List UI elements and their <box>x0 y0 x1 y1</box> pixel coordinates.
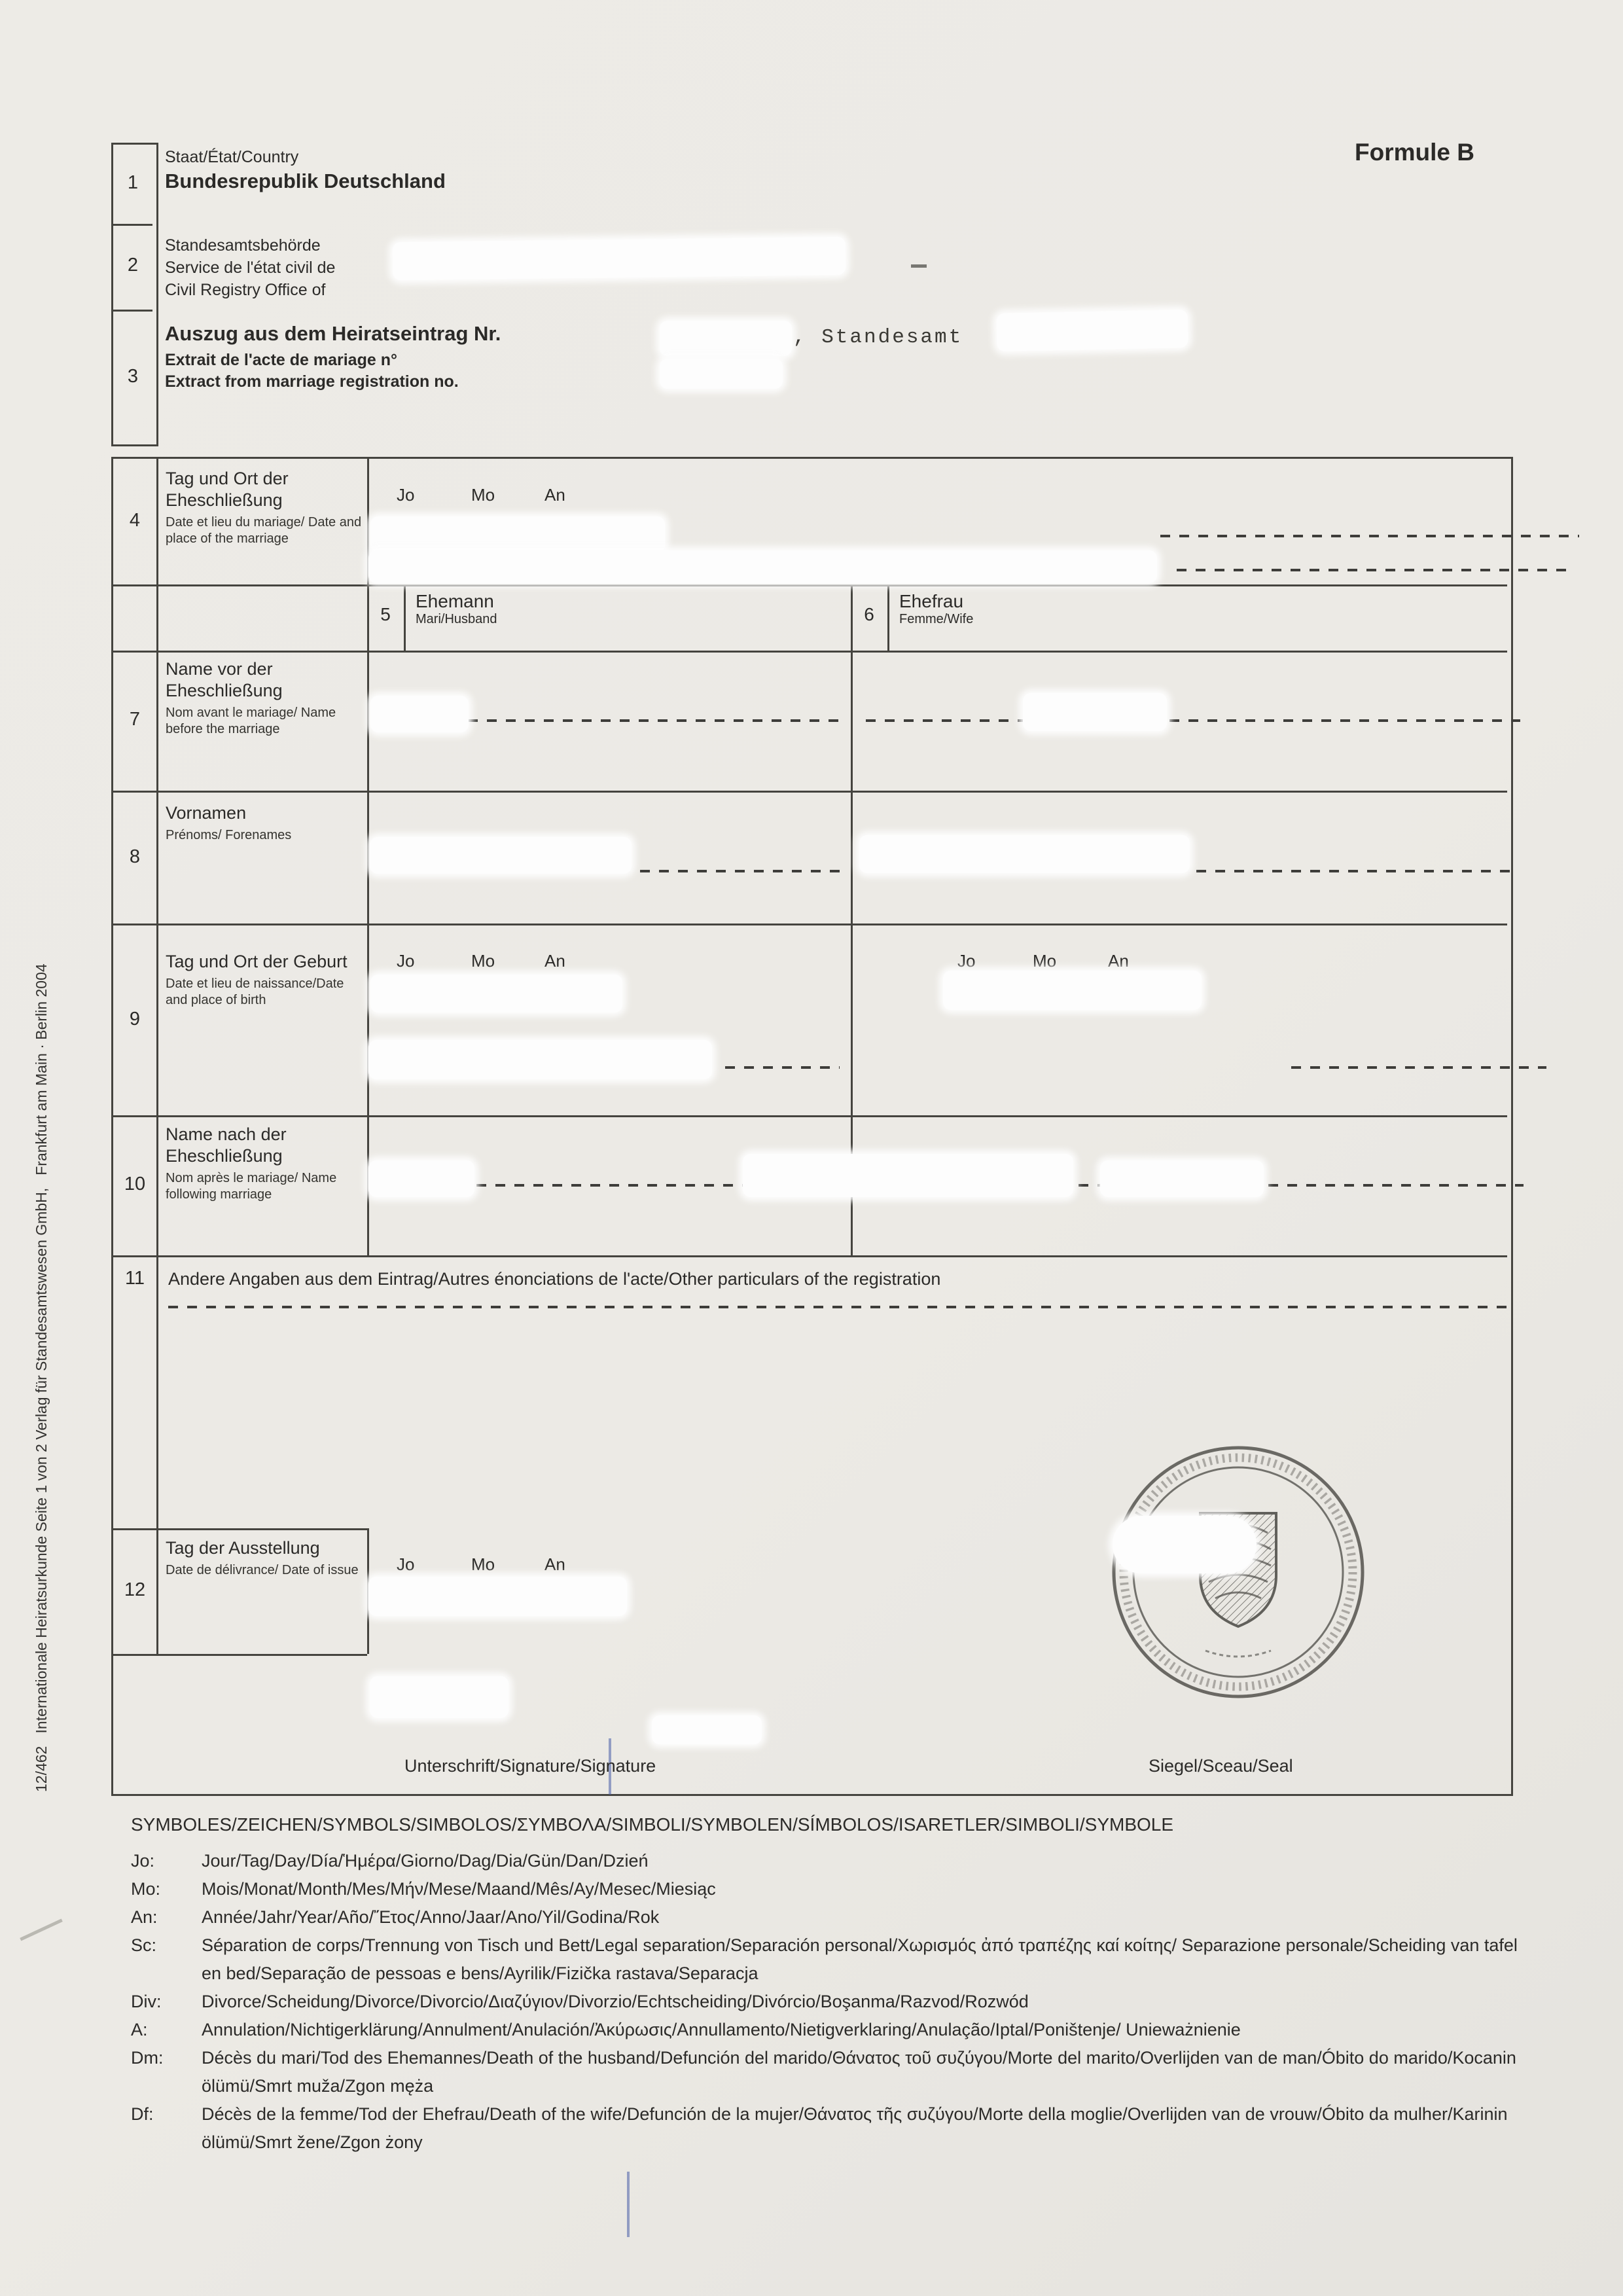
redaction <box>996 310 1188 351</box>
symbol-row-df <box>131 2100 1525 2157</box>
symbol-row-jo <box>131 1847 1525 1875</box>
field-number: 9 <box>129 1009 141 1030</box>
symbol-definition: Jour/Tag/Day/Día/Ἡμέρα/Giorno/Dag/Dia/Gün/Dan/Dzień <box>202 1851 649 1871</box>
fill-in-line <box>640 870 840 872</box>
field-number: 1 <box>127 172 139 193</box>
seal-label: Siegel/Sceau/Seal <box>1149 1756 1293 1776</box>
date-col-an: An <box>544 485 565 505</box>
field-1-country <box>165 148 446 193</box>
field-title: Name vor der Eheschließung <box>166 659 283 700</box>
field-4-marriage-date-place <box>166 468 362 547</box>
date-col-jo: Jo <box>957 951 976 971</box>
symbol-key: A: <box>131 2020 148 2039</box>
date-col-an: An <box>1108 951 1129 971</box>
field-title: Tag der Ausstellung <box>166 1538 320 1558</box>
grid-line <box>113 1115 1507 1117</box>
date-col-jo: Jo <box>397 951 415 971</box>
symbol-definition: Séparation de corps/Trennung von Tisch und Bett/Legal separation/Separación personal/Χωρισμός ἀπό τραπέζης καί κοίτης/ Separazione personale/Scheiding van tafel en bed/Separação de pessoas e bens/Ayrilik/Fizička rastava/Separacja <box>202 1935 1518 1983</box>
grid-line <box>113 791 1507 793</box>
grid-line <box>113 924 1507 925</box>
field-number: 4 <box>129 510 141 531</box>
fold-mark <box>20 1918 63 1941</box>
redaction <box>370 1676 508 1718</box>
symbols-legend <box>131 1814 1525 2157</box>
symbol-key: Df: <box>131 2104 154 2124</box>
symbol-key: Sc: <box>131 1935 157 1955</box>
symbol-definition: Année/Jahr/Year/Año/Ἔτος/Anno/Jaar/Ano/Yil/Godina/Rok <box>202 1907 660 1927</box>
symbol-row-mo <box>131 1875 1525 1903</box>
date-col-mo: Mo <box>471 485 495 505</box>
field-sub-label: Prénoms/ Forenames <box>166 828 292 842</box>
symbol-key: Mo: <box>131 1879 161 1899</box>
wife-column-header <box>899 591 973 627</box>
field-title: Tag und Ort der Geburt <box>166 952 348 971</box>
symbol-row-div <box>131 1988 1525 2016</box>
stray-mark <box>911 264 927 268</box>
grid-line <box>887 584 889 651</box>
field-title: Ehemann <box>416 591 494 611</box>
date-col-an: An <box>544 1554 565 1574</box>
redaction <box>368 550 1157 583</box>
field-2-registry-office <box>165 234 335 301</box>
grid-line <box>113 651 1507 653</box>
field-number: 5 <box>380 604 391 624</box>
date-col-an: An <box>544 951 565 971</box>
redaction <box>943 971 1202 1010</box>
symbol-row-an <box>131 1903 1525 1931</box>
symbol-row-dm <box>131 2044 1525 2100</box>
grid-line <box>404 584 406 651</box>
redaction <box>1023 693 1167 731</box>
date-col-jo: Jo <box>397 485 415 505</box>
redaction <box>368 1160 474 1197</box>
field-sub-label: Date et lieu de naissance/Date and place of birth <box>166 977 344 1007</box>
field-sub-label: Nom avant le mariage/ Name before the marriage <box>166 706 336 736</box>
symbol-definition: Annulation/Nichtigerklärung/Annulment/Anulación/Ἀκύρωσις/Annullamento/Nietigverklaring/Anulação/Iptal/Poništenje/ Unieważnienie <box>202 2020 1241 2039</box>
redaction <box>1113 1516 1257 1573</box>
symbol-definition: Décès du mari/Tod des Ehemannes/Death of the husband/Defunción del marido/Θάνατος τοῦ συζύγου/Morte del marito/Overlijden van de man/Óbito do marido/Kocanin ölümü/Smrt muža/Zgon męża <box>202 2048 1516 2096</box>
field-title: Auszug aus dem Heiratseintrag Nr. <box>165 322 501 345</box>
redaction <box>370 696 469 732</box>
fill-in-line <box>1177 569 1569 571</box>
field-number: 8 <box>129 846 141 867</box>
symbol-definition: Divorce/Scheidung/Divorce/Divorcio/Διαζύγιον/Divorzio/Echtscheiding/Divórcio/Boşanma/Razvod/Rozwód <box>202 1992 1029 2011</box>
field-sub-label: Date et lieu du mariage/ Date and place of the marriage <box>166 515 362 546</box>
field-label: Extract from marriage registration no. <box>165 372 459 391</box>
redaction <box>652 1715 762 1744</box>
field-number: 3 <box>127 366 139 387</box>
redaction <box>370 516 665 553</box>
symbol-row-a <box>131 2016 1525 2044</box>
field-11-other-particulars: Andere Angaben aus dem Eintrag/Autres énonciations de l'acte/Other particulars of the registration <box>168 1269 941 1289</box>
fill-in-line <box>866 719 1520 722</box>
field-number: 10 <box>124 1174 146 1194</box>
symbol-key: Dm: <box>131 2048 164 2068</box>
grid-line <box>113 1654 367 1656</box>
field-title: Name nach der Eheschließung <box>166 1124 287 1166</box>
date-col-jo: Jo <box>397 1554 415 1574</box>
standesamt-typed-value: , Standesamt <box>793 326 963 349</box>
field-sub-label: Mari/Husband <box>416 612 497 626</box>
field-label: Standesamtsbehörde <box>165 236 321 255</box>
field-sub-label: Femme/Wife <box>899 612 974 626</box>
redaction <box>370 975 622 1013</box>
field-sub-label: Date de délivrance/ Date of issue <box>166 1563 359 1577</box>
fill-in-line <box>1291 1066 1546 1069</box>
redaction <box>660 321 792 356</box>
redaction <box>368 1577 627 1616</box>
grid-line <box>113 584 1507 586</box>
grid-line <box>156 459 158 1654</box>
redaction <box>660 359 783 389</box>
field-number: 11 <box>124 1268 145 1289</box>
date-col-mo: Mo <box>471 1554 495 1574</box>
field-label: Civil Registry Office of <box>165 281 326 299</box>
grid-line <box>113 1255 1507 1257</box>
redaction <box>859 835 1190 873</box>
field-title: Tag und Ort der Eheschließung <box>166 469 289 510</box>
field-number: 6 <box>864 604 874 624</box>
date-col-mo: Mo <box>1033 951 1057 971</box>
redaction <box>743 1154 1073 1197</box>
redaction <box>370 837 632 874</box>
symbol-key: An: <box>131 1907 158 1927</box>
husband-column-header <box>416 591 497 627</box>
symbol-key: Div: <box>131 1992 162 2011</box>
form-code: Formule B <box>1355 139 1474 166</box>
field-number: 7 <box>129 709 141 730</box>
field-number: 2 <box>127 255 139 276</box>
grid-line <box>113 1528 367 1530</box>
redaction <box>1100 1160 1264 1197</box>
fill-in-line <box>1196 870 1517 872</box>
signature-label: Unterschrift/Signature/Signature <box>404 1756 656 1776</box>
field-3-extract-title <box>165 322 501 391</box>
fill-in-line <box>725 1066 840 1069</box>
field-title: Ehefrau <box>899 591 964 611</box>
symbols-heading: SYMBOLES/ZEICHEN/SYMBOLS/SIMBOLOS/ΣΥΜΒΟΛΑ/SIMBOLI/SYMBOLEN/SÍMBOLOS/ISARETLER/SIMBOLI/SYMBOLE <box>131 1814 1174 1835</box>
field-sub-label: Nom après le mariage/ Name following marriage <box>166 1171 337 1202</box>
fill-in-line <box>168 1306 1510 1308</box>
symbol-definition: Mois/Monat/Month/Mes/Μήν/Mese/Maand/Mês/Ay/Mesec/Miesiąc <box>202 1879 716 1899</box>
field-7-name-before-marriage <box>166 658 362 738</box>
grid-line <box>113 310 152 312</box>
field-9-birth-date-place <box>166 951 362 1009</box>
fill-in-line <box>411 719 840 722</box>
field-label: Service de l'état civil de <box>165 259 336 277</box>
redaction <box>368 1040 712 1079</box>
field-8-forenames <box>166 802 362 844</box>
symbol-definition: Décès de la femme/Tod der Ehefrau/Death of the wife/Defunción de la mujer/Θάνατος τῆς συζύγου/Morte della moglie/Overlijden van de vrouw/Óbito da mulher/Karinin ölümü/Smrt žene/Zgon żony <box>202 2104 1508 2152</box>
symbol-row-sc <box>131 1931 1525 1988</box>
fill-in-line <box>1160 535 1579 537</box>
field-number: 12 <box>124 1579 146 1600</box>
country-value: Bundesrepublik Deutschland <box>165 170 446 192</box>
symbol-key: Jo: <box>131 1851 155 1871</box>
pen-mark <box>627 2172 630 2237</box>
field-10-name-after-marriage <box>166 1124 362 1203</box>
field-12-date-of-issue <box>166 1537 362 1579</box>
field-title: Vornamen <box>166 803 247 823</box>
redaction <box>393 237 846 280</box>
field-number-column-top <box>111 143 158 446</box>
side-imprint: 12/462 Internationale Heiratsurkunde Seite 1 von 2 Verlag für Standesamtswesen GmbH, Frankfurt am Main · Berlin 2004 <box>33 963 50 1792</box>
field-label: Extrait de l'acte de mariage n° <box>165 351 397 369</box>
grid-line <box>113 224 152 226</box>
field-label: Staat/État/Country <box>165 148 299 166</box>
date-col-mo: Mo <box>471 951 495 971</box>
